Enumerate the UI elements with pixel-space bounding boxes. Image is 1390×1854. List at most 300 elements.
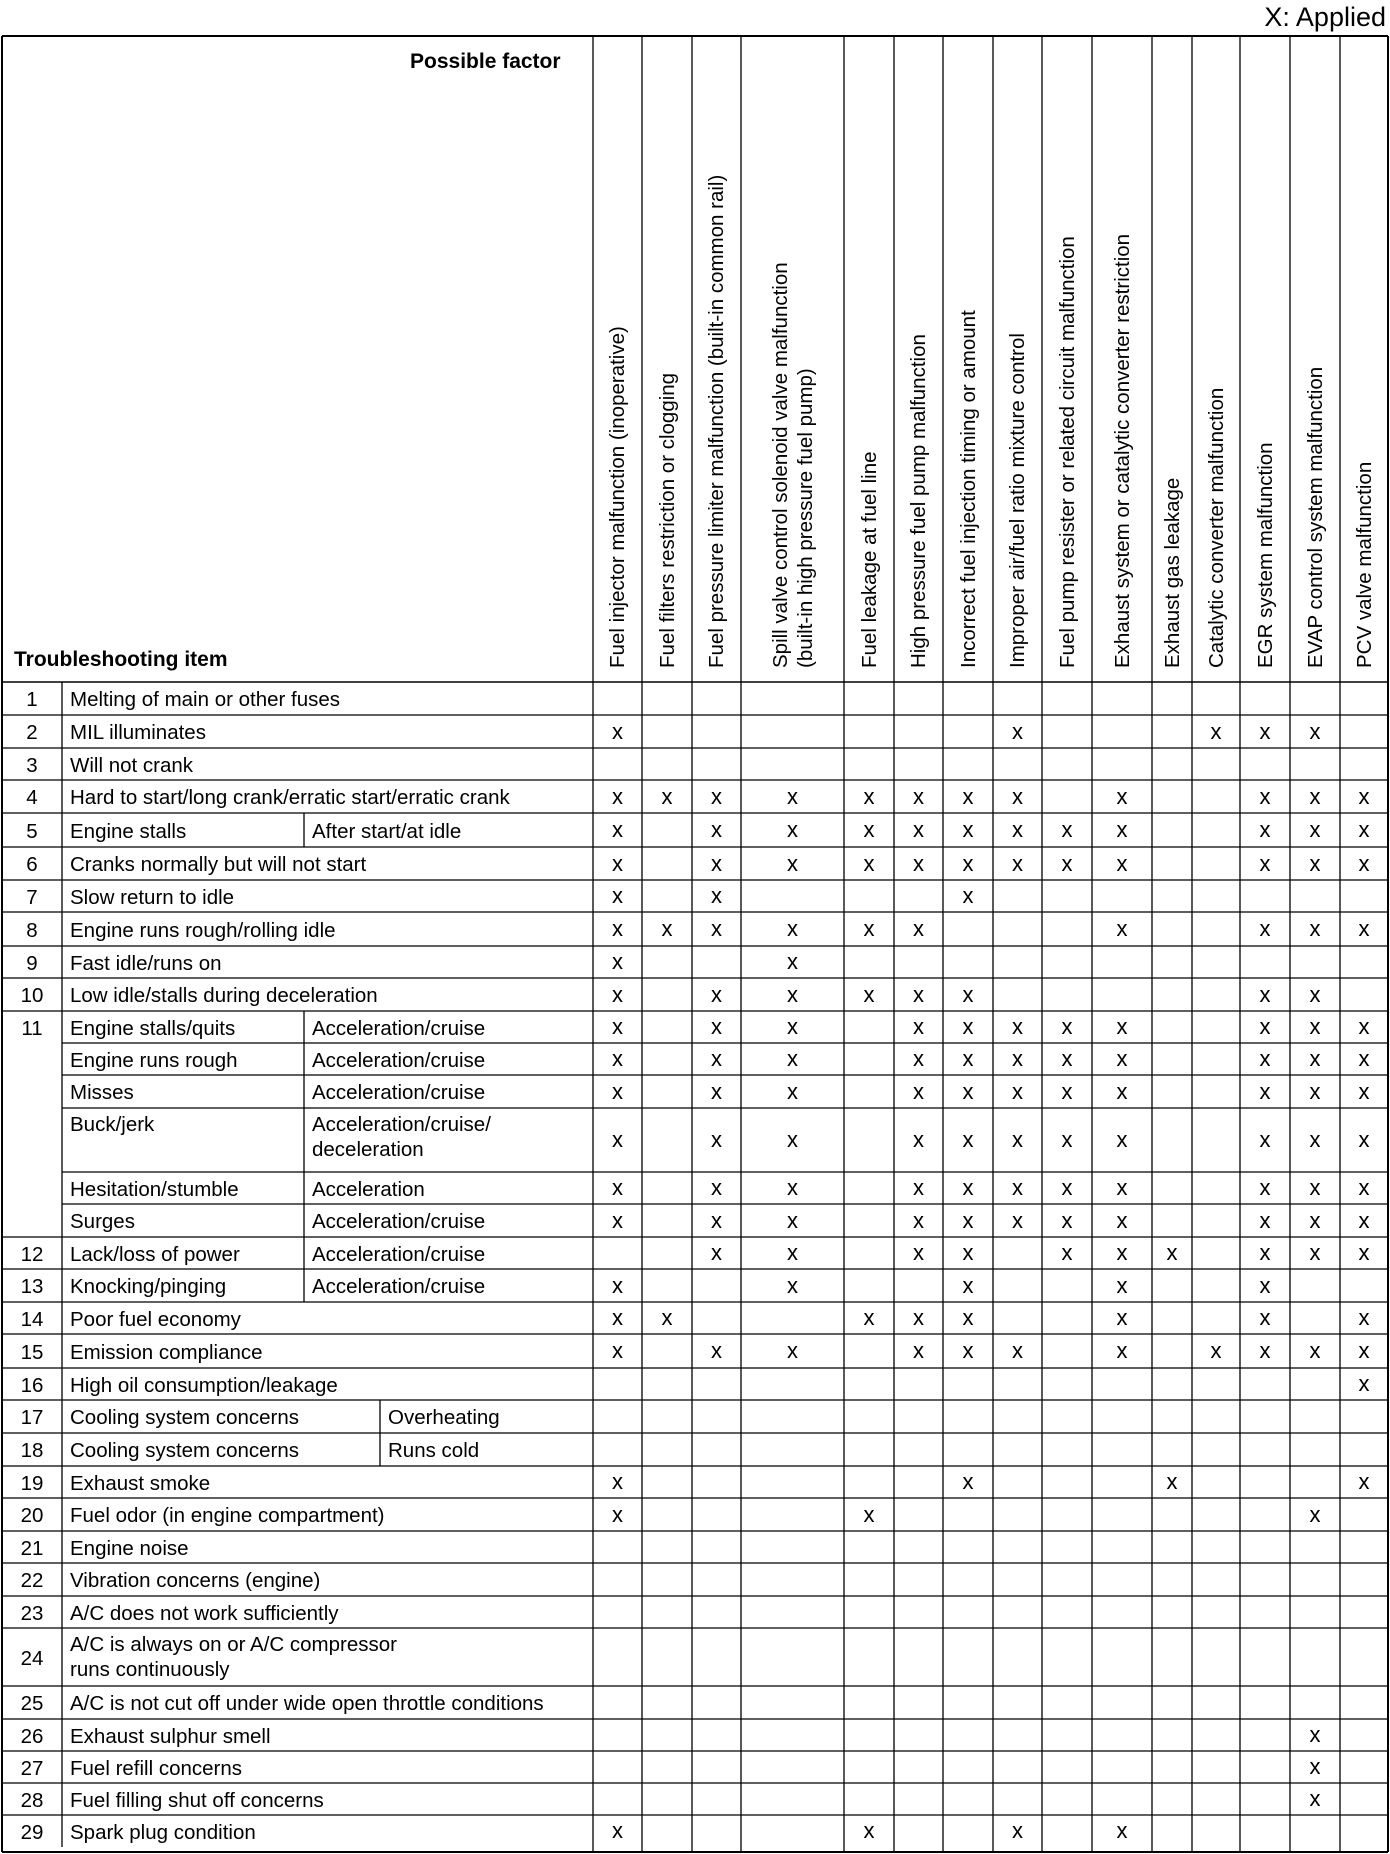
applied-mark: x <box>913 783 924 809</box>
factor-header-label: Fuel injector malfunction (inoperative) <box>606 326 629 668</box>
applied-mark: x <box>612 1207 623 1233</box>
troubleshooting-item <box>70 1340 263 1365</box>
applied-mark: x <box>1116 1818 1128 1843</box>
applied-mark: x <box>1309 1501 1321 1527</box>
applied-mark: x <box>711 1014 722 1039</box>
applied-mark: x <box>1358 1127 1370 1152</box>
applied-mark: x <box>962 981 974 1007</box>
applied-mark: x <box>1210 1338 1222 1363</box>
applied-mark: x <box>1259 1207 1271 1233</box>
applied-mark: x <box>1116 1078 1128 1104</box>
applied-mark: x <box>1309 817 1321 842</box>
factor-header-label: Exhaust gas leakage <box>1160 477 1184 668</box>
condition-label <box>312 1209 485 1234</box>
applied-mark: x <box>1309 1175 1321 1200</box>
applied-mark: x <box>661 916 673 941</box>
applied-mark: x <box>1309 1786 1321 1811</box>
item-label: Cooling system concerns <box>70 1406 300 1429</box>
row-number: 14 <box>20 1307 44 1331</box>
applied-mark: x <box>612 1127 623 1152</box>
applied-mark: x <box>863 850 875 876</box>
applied-mark: x <box>1116 1175 1128 1200</box>
item-label: Lack/loss of power <box>70 1242 240 1266</box>
condition-label <box>312 1016 485 1041</box>
row-number: 16 <box>20 1373 44 1397</box>
condition-text: Overheating <box>388 1406 500 1429</box>
applied-mark: x <box>1116 1207 1128 1233</box>
applied-mark: x <box>1259 1338 1271 1363</box>
factor-header-text <box>704 175 729 668</box>
troubleshooting-item <box>70 1568 320 1593</box>
applied-mark: x <box>863 783 875 809</box>
row-number: 28 <box>20 1788 44 1812</box>
troubleshooting-item <box>70 1820 256 1845</box>
applied-mark: x <box>962 1272 974 1298</box>
troubleshooting-item <box>70 1503 385 1528</box>
factor-header-label: Incorrect fuel injection timing or amount <box>956 310 980 668</box>
row-number: 13 <box>20 1275 44 1298</box>
applied-mark: x <box>1012 1207 1023 1233</box>
applied-mark: x <box>1012 783 1023 809</box>
applied-mark: x <box>1358 1305 1370 1330</box>
applied-mark: x <box>1012 718 1023 744</box>
item-label: Engine runs rough <box>70 1048 238 1072</box>
condition-text: Acceleration/cruise <box>312 1048 486 1072</box>
row-number: 21 <box>20 1536 44 1560</box>
item-label: Buck/jerk <box>70 1113 155 1136</box>
applied-mark: x <box>787 1014 798 1039</box>
condition-label <box>388 1405 500 1430</box>
applied-mark: x <box>1259 1175 1271 1200</box>
applied-mark: x <box>962 850 974 876</box>
applied-mark: x <box>863 817 875 842</box>
applied-mark: x <box>1061 1127 1073 1152</box>
item-label: A/C does not work sufficiently <box>70 1601 339 1625</box>
row-number: 1 <box>26 688 38 711</box>
row-number: 26 <box>20 1724 44 1748</box>
applied-mark: x <box>1309 1338 1321 1363</box>
item-label: Engine stalls <box>70 819 187 843</box>
applied-mark: x <box>913 1014 924 1039</box>
applied-mark: x <box>962 1207 974 1233</box>
applied-mark: x <box>1012 1127 1023 1152</box>
applied-mark: x <box>962 1469 974 1494</box>
applied-mark: x <box>1012 1175 1023 1200</box>
troubleshooting-item <box>70 1691 544 1716</box>
applied-mark: x <box>1358 1371 1370 1396</box>
applied-mark: x <box>1061 1240 1073 1265</box>
factor-header-label: EGR system malfunction <box>1253 442 1277 668</box>
applied-mark: x <box>787 817 798 842</box>
condition-label <box>312 1242 485 1267</box>
applied-mark: x <box>863 981 875 1007</box>
row-number: 3 <box>26 753 38 777</box>
applied-mark: x <box>1358 1469 1370 1494</box>
troubleshooting-item <box>70 1112 154 1137</box>
applied-mark: x <box>913 1127 924 1152</box>
troubleshooting-item <box>70 1601 339 1626</box>
applied-mark: x <box>711 916 722 941</box>
applied-mark: x <box>711 1338 722 1363</box>
troubleshooting-item <box>70 1756 242 1781</box>
applied-mark: x <box>711 850 722 876</box>
applied-mark: x <box>1116 1240 1128 1265</box>
factor-header-label: Fuel filters restriction or clogging <box>655 372 679 668</box>
item-label: Fuel odor (in engine compartment) <box>70 1504 385 1527</box>
applied-mark: x <box>1358 1207 1370 1233</box>
applied-mark: x <box>1259 1240 1271 1265</box>
item-label: Misses <box>70 1081 134 1104</box>
row-number: 19 <box>20 1471 44 1495</box>
factor-header-text <box>1303 367 1328 668</box>
applied-mark: x <box>787 1046 798 1071</box>
applied-mark: x <box>913 916 924 941</box>
applied-mark: x <box>1358 1078 1370 1104</box>
factor-header-text <box>605 326 630 668</box>
applied-mark: x <box>913 850 924 876</box>
condition-label <box>312 1274 485 1299</box>
applied-mark: x <box>787 1272 798 1298</box>
factor-header-label: PCV valve malfunction <box>1352 461 1376 668</box>
factor-header-text <box>906 334 931 668</box>
condition-text: Acceleration/cruise/ <box>312 1113 491 1136</box>
applied-mark: x <box>1358 850 1370 876</box>
applied-mark: x <box>1116 1272 1128 1298</box>
troubleshooting-item <box>70 687 340 712</box>
applied-mark: x <box>612 1175 623 1200</box>
applied-mark: x <box>1309 981 1321 1007</box>
applied-mark: x <box>1259 1046 1271 1071</box>
applied-mark: x <box>962 1078 974 1104</box>
applied-mark: x <box>1259 783 1271 809</box>
applied-mark: x <box>962 1014 974 1039</box>
factor-header-label: Catalytic converter malfunction <box>1204 387 1228 668</box>
troubleshooting-item <box>70 785 510 810</box>
applied-mark: x <box>962 883 974 908</box>
item-label-2: runs continuously <box>70 1658 230 1681</box>
applied-mark: x <box>787 916 798 941</box>
applied-mark: x <box>1309 1014 1321 1039</box>
applied-mark: x <box>1116 1046 1128 1071</box>
factor-header-text <box>857 451 882 668</box>
applied-mark: x <box>962 817 974 842</box>
item-label: Knocking/pinging <box>70 1275 227 1298</box>
applied-mark: x <box>1061 1175 1073 1200</box>
troubleshooting-item <box>70 951 222 976</box>
item-label: A/C is always on or A/C compressor <box>70 1633 397 1656</box>
applied-mark: x <box>787 783 798 809</box>
applied-mark: x <box>1116 783 1128 809</box>
troubleshooting-item <box>70 1724 271 1749</box>
applied-mark: x <box>612 916 623 941</box>
applied-mark: x <box>711 1078 722 1104</box>
applied-mark: x <box>1259 1272 1271 1298</box>
applied-mark: x <box>612 1818 623 1843</box>
factor-header-text <box>1352 462 1377 668</box>
factor-header-text <box>768 262 818 668</box>
applied-mark: x <box>962 1175 974 1200</box>
applied-mark: x <box>711 1207 722 1233</box>
applied-mark: x <box>1012 1338 1023 1363</box>
troubleshooting-item <box>70 1632 397 1682</box>
row-number: 29 <box>20 1820 44 1844</box>
item-label: Exhaust sulphur smell <box>70 1724 271 1748</box>
troubleshooting-item <box>70 1242 240 1267</box>
troubleshooting-item <box>70 720 206 745</box>
applied-mark: x <box>913 981 924 1007</box>
applied-mark: x <box>661 783 673 809</box>
applied-mark: x <box>711 883 722 908</box>
troubleshooting-item <box>70 1373 338 1398</box>
applied-mark: x <box>612 883 623 908</box>
troubleshooting-item <box>70 1536 189 1561</box>
applied-mark: x <box>1259 1014 1271 1039</box>
factor-header-text <box>1160 478 1185 668</box>
applied-mark: x <box>787 1338 798 1363</box>
applied-mark: x <box>612 1078 623 1104</box>
row-number: 18 <box>20 1439 44 1462</box>
item-label: Vibration concerns (engine) <box>70 1569 321 1592</box>
row-number: 4 <box>26 786 38 809</box>
item-label: Melting of main or other fuses <box>70 688 341 711</box>
applied-mark: x <box>1012 1014 1023 1039</box>
factor-header-label: Exhaust system or catalytic converter restriction <box>1110 233 1134 668</box>
troubleshooting-item <box>70 885 234 910</box>
row-number: 5 <box>26 819 38 843</box>
applied-mark: x <box>612 817 623 842</box>
factor-header-label: Fuel pump resister or related circuit malfunction <box>1055 236 1079 668</box>
applied-mark: x <box>787 1207 798 1233</box>
item-label: Spark plug condition <box>70 1820 256 1844</box>
condition-text: Runs cold <box>388 1439 480 1462</box>
item-label: Exhaust smoke <box>70 1471 211 1495</box>
applied-mark: x <box>1061 817 1073 842</box>
troubleshooting-item <box>70 1438 299 1463</box>
factor-header-label: Fuel pressure limiter malfunction (built-in common rail) <box>705 174 728 668</box>
applied-mark: x <box>711 1127 722 1152</box>
item-label: Fast idle/runs on <box>70 951 222 975</box>
applied-mark: x <box>913 1207 924 1233</box>
item-label: Will not crank <box>70 753 194 777</box>
applied-mark: x <box>1259 981 1271 1007</box>
condition-label <box>312 1177 425 1202</box>
applied-mark: x <box>863 916 875 941</box>
condition-label <box>312 819 461 844</box>
troubleshooting-item <box>70 1048 238 1073</box>
applied-mark: x <box>1012 1046 1023 1071</box>
applied-mark: x <box>1358 1240 1370 1265</box>
applied-mark: x <box>1012 1078 1023 1104</box>
applied-mark: x <box>1309 1046 1321 1071</box>
condition-text: Acceleration/cruise <box>312 1275 486 1298</box>
applied-mark: x <box>1259 718 1271 744</box>
factor-header-text <box>1204 388 1229 668</box>
applied-mark: x <box>1116 1305 1128 1330</box>
factor-header-text <box>1253 442 1278 668</box>
troubleshooting-item <box>70 1177 239 1202</box>
condition-text: Acceleration <box>312 1177 425 1201</box>
condition-label <box>312 1048 485 1073</box>
troubleshooting-item <box>70 918 336 943</box>
applied-mark: x <box>787 850 798 876</box>
applied-mark: x <box>612 718 623 744</box>
factor-header-text <box>1005 333 1030 668</box>
applied-mark: x <box>1309 1078 1321 1104</box>
applied-mark: x <box>1116 1127 1128 1152</box>
item-label: Slow return to idle <box>70 885 235 909</box>
row-number: 23 <box>20 1601 44 1625</box>
condition-text: After start/at idle <box>312 819 462 843</box>
item-label: MIL illuminates <box>70 721 206 744</box>
applied-mark: x <box>1309 850 1321 876</box>
troubleshooting-item <box>70 1209 135 1234</box>
troubleshooting-item <box>70 753 193 778</box>
applied-mark: x <box>612 1501 623 1527</box>
applied-mark: x <box>1309 783 1321 809</box>
condition-text: Acceleration/cruise <box>312 1016 486 1040</box>
row-number: 12 <box>20 1242 44 1266</box>
applied-mark: x <box>612 981 623 1007</box>
item-label: Hesitation/stumble <box>70 1177 239 1201</box>
troubleshooting-item <box>70 1307 241 1332</box>
applied-mark: x <box>711 1046 722 1071</box>
applied-mark: x <box>787 1175 798 1200</box>
item-label: Fuel refill concerns <box>70 1756 243 1780</box>
row-number: 9 <box>26 951 38 975</box>
troubleshooting-item <box>70 852 366 877</box>
applied-mark: x <box>962 1240 974 1265</box>
applied-mark: x <box>1259 817 1271 842</box>
applied-mark: x <box>1116 850 1128 876</box>
applied-mark: x <box>1309 916 1321 941</box>
applied-mark: x <box>913 1305 924 1330</box>
applied-mark: x <box>711 783 722 809</box>
applied-mark: x <box>962 1127 974 1152</box>
applied-mark: x <box>863 1305 875 1330</box>
troubleshooting-item <box>70 983 378 1008</box>
legend-applied: X: Applied <box>1264 2 1386 32</box>
applied-mark: x <box>612 850 623 876</box>
applied-mark: x <box>863 1818 875 1843</box>
condition-label <box>388 1438 479 1463</box>
factor-header-label-2: (built-in high pressure fuel pump) <box>793 368 817 668</box>
item-label: Surges <box>70 1210 135 1233</box>
applied-mark: x <box>962 783 974 809</box>
factor-header-text <box>1055 236 1080 668</box>
applied-mark: x <box>1358 783 1370 809</box>
applied-mark: x <box>1358 1338 1370 1363</box>
applied-mark: x <box>1309 1207 1321 1233</box>
applied-mark: x <box>913 1338 924 1363</box>
applied-mark: x <box>1210 718 1222 744</box>
applied-mark: x <box>962 1338 974 1363</box>
applied-mark: x <box>1259 1127 1271 1152</box>
applied-mark: x <box>612 1469 623 1494</box>
applied-mark: x <box>1116 817 1128 842</box>
applied-mark: x <box>612 783 623 809</box>
item-label: Emission compliance <box>70 1340 263 1364</box>
row-number: 8 <box>26 918 38 942</box>
applied-mark: x <box>612 1046 623 1071</box>
item-label: Fuel filling shut off concerns <box>70 1788 324 1812</box>
row-number: 15 <box>20 1340 44 1364</box>
applied-mark: x <box>612 1305 623 1330</box>
applied-mark: x <box>1358 1175 1370 1200</box>
factor-header-label: Fuel leakage at fuel line <box>857 451 881 668</box>
condition-text: Acceleration/cruise <box>312 1242 486 1266</box>
applied-mark: x <box>711 981 722 1007</box>
applied-mark: x <box>1358 916 1370 941</box>
applied-mark: x <box>1012 850 1023 876</box>
applied-mark: x <box>1309 1754 1321 1779</box>
item-label: Engine runs rough/rolling idle <box>70 918 336 942</box>
applied-mark: x <box>1061 1078 1073 1104</box>
troubleshooting-item <box>70 1405 299 1430</box>
row-number: 2 <box>26 721 38 744</box>
applied-mark: x <box>1166 1469 1178 1494</box>
troubleshooting-item <box>70 1080 134 1105</box>
troubleshooting-item <box>70 1788 324 1813</box>
applied-mark: x <box>913 1046 924 1071</box>
item-label: High oil consumption/leakage <box>70 1373 338 1397</box>
applied-mark: x <box>962 1305 974 1330</box>
troubleshooting-item <box>70 1471 210 1496</box>
item-label: A/C is not cut off under wide open throttle conditions <box>70 1692 544 1715</box>
applied-mark: x <box>1116 916 1128 941</box>
row-number: 6 <box>26 853 38 876</box>
condition-text-2: deceleration <box>312 1138 424 1161</box>
applied-mark: x <box>913 817 924 842</box>
row-number: 17 <box>20 1406 44 1429</box>
row-number: 11 <box>21 1016 43 1040</box>
applied-mark: x <box>1309 1240 1321 1265</box>
factor-header-label: EVAP control system malfunction <box>1303 366 1327 668</box>
applied-mark: x <box>913 1078 924 1104</box>
applied-mark: x <box>1259 916 1271 941</box>
item-label: Engine stalls/quits <box>70 1016 236 1040</box>
factor-header-text <box>655 373 680 668</box>
applied-mark: x <box>612 1014 623 1039</box>
applied-mark: x <box>1061 1046 1073 1071</box>
row-number: 25 <box>20 1692 44 1715</box>
applied-mark: x <box>1116 1338 1128 1363</box>
troubleshooting-item <box>70 1274 226 1299</box>
applied-mark: x <box>612 1338 623 1363</box>
applied-mark: x <box>612 949 623 974</box>
applied-mark: x <box>612 1272 623 1298</box>
troubleshooting-item <box>70 1016 235 1041</box>
applied-mark: x <box>1012 1818 1023 1843</box>
applied-mark: x <box>1309 718 1321 744</box>
row-number: 20 <box>20 1504 44 1527</box>
applied-mark: x <box>787 1078 798 1104</box>
condition-text: Acceleration/cruise <box>312 1081 486 1104</box>
row-number: 22 <box>20 1569 44 1592</box>
factor-header-text <box>1110 234 1135 668</box>
applied-mark: x <box>1358 1014 1370 1039</box>
applied-mark: x <box>1309 1722 1321 1747</box>
applied-mark: x <box>787 981 798 1007</box>
applied-mark: x <box>787 1127 798 1152</box>
applied-mark: x <box>711 1175 722 1200</box>
applied-mark: x <box>913 1240 924 1265</box>
condition-text: Acceleration/cruise <box>312 1210 486 1233</box>
applied-mark: x <box>863 1501 875 1527</box>
condition-label <box>312 1112 491 1162</box>
applied-mark: x <box>711 1240 722 1265</box>
factor-header-text <box>956 310 981 668</box>
factor-header-label: Spill valve control solenoid valve malfunction <box>768 262 792 668</box>
